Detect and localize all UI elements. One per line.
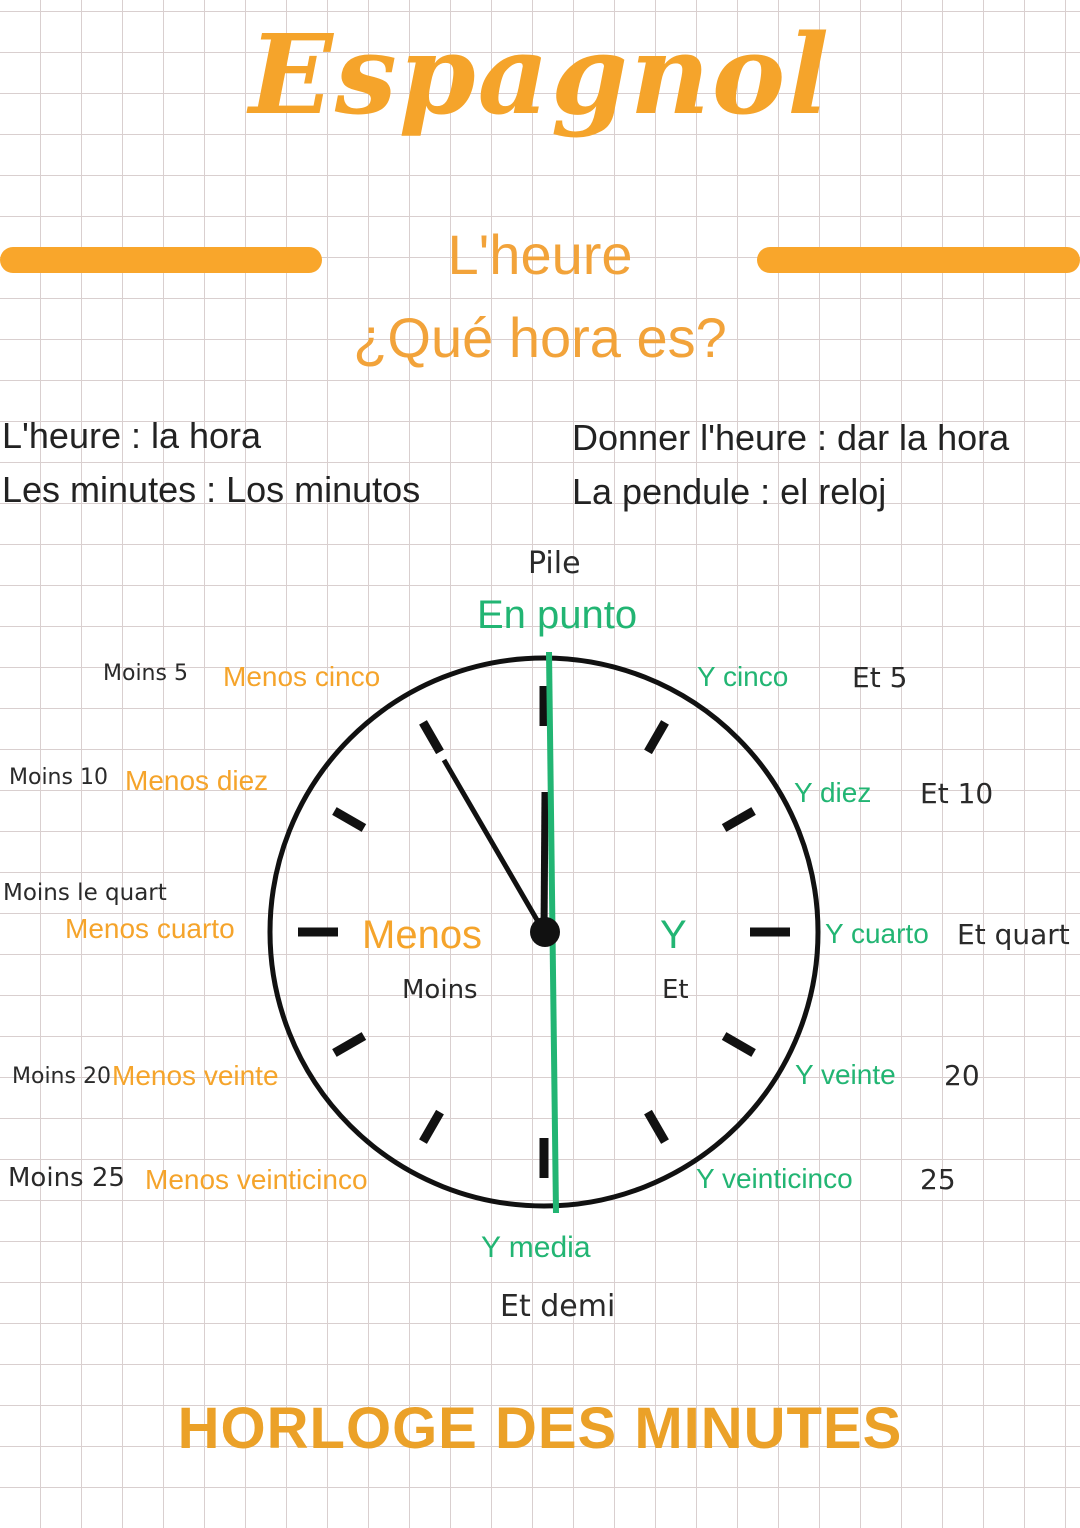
clock-center-pin [530,917,560,947]
label-moins-5: Moins 5 [103,661,188,686]
label-en-punto: En punto [477,593,638,637]
vocab-heure: L'heure : la hora [2,415,262,456]
label-moins-le-quart: Moins le quart [3,880,167,906]
label-et-10: Et 10 [920,777,994,810]
clock-tick [724,1036,754,1053]
label-moins: Moins [402,975,478,1005]
clock-tick [334,811,364,828]
question-heading: ¿Qué hora es? [353,306,727,369]
label-moins-20: Moins 20 [12,1064,111,1089]
label-y: Y [660,913,687,957]
label-et-demi: Et demi [500,1289,616,1324]
label-et-5: Et 5 [852,661,908,694]
label-25: 25 [920,1163,956,1196]
label-y-media: Y media [481,1231,591,1264]
label-y-cuarto: Y cuarto [825,918,929,949]
minute-hand [544,792,545,932]
label-menos-cuarto: Menos cuarto [65,913,235,944]
label-menos-diez: Menos diez [125,765,269,796]
label-y-veinte: Y veinte [795,1059,896,1090]
label-pile: Pile [528,546,581,581]
label-y-veinticinco: Y veinticinco [696,1163,853,1194]
page-title: Espagnol [248,10,831,139]
clock-tick [423,1112,440,1142]
label-menos-cinco: Menos cinco [223,661,381,692]
label-y-diez: Y diez [794,777,872,808]
label-menos-veinte: Menos veinte [112,1060,279,1091]
label-moins-25: Moins 25 [8,1163,125,1193]
subtitle: L'heure [447,223,633,286]
vocab-pendule: La pendule : el reloj [572,471,887,512]
label-menos-veinticinco: Menos veinticinco [145,1164,368,1195]
vocab-minutes: Les minutes : Los minutos [2,469,421,510]
footer-heading: HORLOGE DES MINUTES [177,1396,903,1461]
clock-tick [648,722,665,752]
label-moins-10: Moins 10 [9,765,108,790]
vocab-donner-heure: Donner l'heure : dar la hora [572,417,1010,458]
clock-tick [423,722,440,752]
clock-tick [648,1112,665,1142]
label-et-quart: Et quart [957,918,1070,951]
label-menos: Menos [362,913,483,957]
clock-tick [724,811,754,828]
clock-tick [334,1036,364,1053]
hour-hand [444,760,544,932]
label-et: Et [662,975,689,1005]
label-20: 20 [944,1059,980,1092]
label-y-cinco: Y cinco [697,661,789,692]
